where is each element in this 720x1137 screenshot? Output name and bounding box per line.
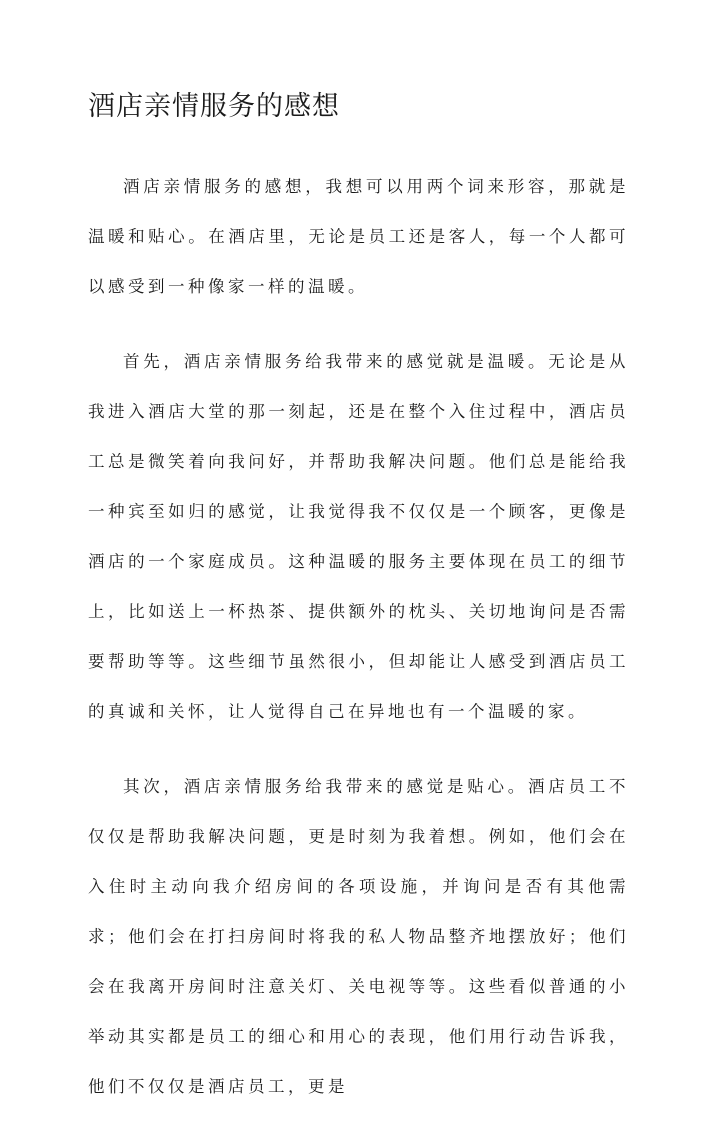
paragraph-intro: 酒店亲情服务的感想，我想可以用两个词来形容，那就是温暖和贴心。在酒店里，无论是员工还是客人，每一个人都可以感受到一种像家一样的温暖。 [88, 177, 629, 296]
paragraph-thoughtfulness: 其次，酒店亲情服务给我带来的感觉是贴心。酒店员工不仅仅是帮助我解决问题，更是时刻为我着想。例如，他们会在入住时主动向我介绍房间的各项设施，并询问是否有其他需求；他们会在打扫房间时将我的私人物品整齐地摆放好；他们会在我离开房间时注意关灯、关电视等等。这些看似普通的小举动其实都是员工的细心和用心的表现，他们用行动告诉我，他们不仅仅是酒店员工，更是 [88, 777, 629, 1096]
paragraph-warmth: 首先，酒店亲情服务给我带来的感觉就是温暖。无论是从我进入酒店大堂的那一刻起，还是在整个入住过程中，酒店员工总是微笑着向我问好，并帮助我解决问题。他们总是能给我一种宾至如归的感觉，让我觉得我不仅仅是一个顾客，更像是酒店的一个家庭成员。这种温暖的服务主要体现在员工的细节上，比如送上一杯热茶、提供额外的枕头、关切地询问是否需要帮助等等。这些细节虽然很小，但却能让人感受到酒店员工的真诚和关怀，让人觉得自己在异地也有一个温暖的家。 [88, 352, 629, 721]
document-title: 酒店亲情服务的感想 [88, 91, 340, 122]
document-body [88, 162, 629, 1137]
